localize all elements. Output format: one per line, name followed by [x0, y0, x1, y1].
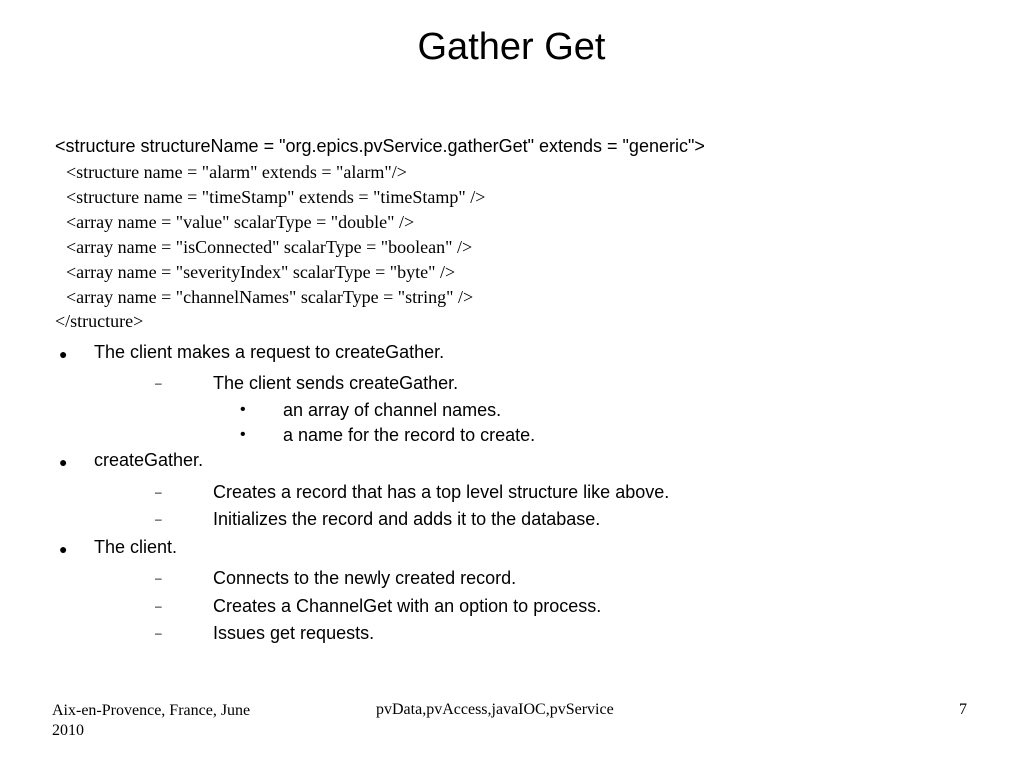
code-line: <structure structureName = "org.epics.pvService.gatherGet" extends = "generic">	[55, 136, 705, 156]
bullet-text: Connects to the newly created record.	[213, 568, 517, 588]
code-line: <structure name = "alarm" extends = "alarm"/>	[66, 162, 407, 182]
code-line: <array name = "isConnected" scalarType = "boolean" />	[66, 237, 473, 257]
bullet-text: Creates a ChannelGet with an option to process.	[213, 596, 602, 616]
bullet-marker: ●	[59, 541, 68, 557]
bullet-marker: –	[155, 512, 162, 526]
bullet-text: Initializes the record and adds it to the database.	[213, 509, 601, 529]
bullet-marker: •	[240, 401, 246, 418]
footer-location	[52, 701, 250, 741]
code-line: </structure>	[55, 311, 144, 331]
bullet-text: The client makes a request to createGather.	[94, 342, 445, 362]
footer-location-line: 2010	[52, 722, 84, 739]
slide-title: Gather Get	[417, 26, 606, 68]
bullet-marker: –	[155, 571, 162, 585]
footer-center-text: pvData,pvAccess,javaIOC,pvService	[376, 701, 614, 718]
bullet-marker: ●	[59, 346, 68, 362]
code-line: <array name = "value" scalarType = "double" />	[66, 212, 415, 232]
bullet-marker: –	[155, 599, 162, 613]
bullet-marker: –	[155, 485, 162, 499]
bullet-text: createGather.	[94, 450, 204, 470]
bullet-text: an array of channel names.	[283, 400, 502, 420]
footer-location-line: Aix-en-Provence, France, June	[52, 702, 251, 719]
bullet-text: a name for the record to create.	[283, 425, 536, 445]
bullet-marker: –	[155, 376, 162, 390]
bullet-marker: ●	[59, 454, 68, 470]
code-line: <array name = "channelNames" scalarType = "string" />	[66, 287, 474, 307]
page-number: 7	[959, 701, 967, 718]
bullet-marker: •	[240, 426, 246, 443]
code-line: <array name = "severityIndex" scalarType = "byte" />	[66, 262, 456, 282]
bullet-text: The client sends createGather.	[213, 373, 459, 393]
bullet-text: Issues get requests.	[213, 623, 375, 643]
code-line: <structure name = "timeStamp" extends = "timeStamp" />	[66, 187, 486, 207]
bullet-text: Creates a record that has a top level structure like above.	[213, 482, 670, 502]
bullet-text: The client.	[94, 537, 178, 557]
bullet-marker: –	[155, 626, 162, 640]
